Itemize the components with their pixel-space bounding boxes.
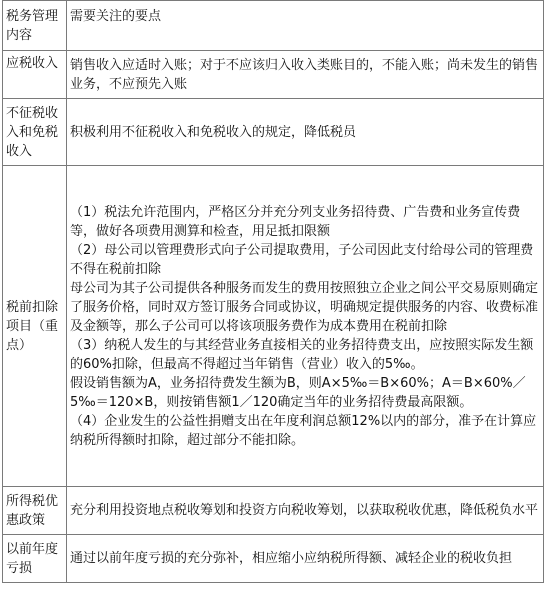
- row-item-cell: 税前扣除项目（重点）: [3, 166, 67, 487]
- table-row: [3, 166, 544, 487]
- row-item-cell: 以前年度亏损: [3, 535, 67, 583]
- row-points-cell: [67, 487, 544, 535]
- header-points-cell: 需要关注的要点: [67, 1, 544, 51]
- header-item-cell: 税务管理内容: [3, 1, 67, 51]
- row-item-cell: 应税收入: [3, 51, 67, 99]
- point-text: 销售收入应适时入账；对于不应该归入收入类账目的，不能入账；尚未发生的销售业务，不应预先入账: [70, 57, 539, 92]
- point-text: 通过以前年度亏损的充分弥补，相应缩小应纳税所得额、减轻企业的税收负担: [70, 551, 513, 566]
- table-row: [3, 99, 544, 166]
- table-row: [3, 51, 544, 99]
- row-item-cell: 所得税优惠政策: [3, 487, 67, 535]
- header-row: [3, 1, 544, 51]
- point-text: （4）企业发生的公益性捐赠支出在年度利润总额12%以内的部分，准予在计算应纳税所得额时扣除，超过部分不能扣除。: [70, 413, 537, 448]
- row-item-cell: 不征税收入和免税收入: [3, 99, 67, 166]
- row-points-cell: [67, 166, 544, 487]
- point-text: 充分利用投资地点税收筹划和投资方向税收筹划，以获取税收优惠，降低税负水平: [70, 503, 539, 518]
- point-text: 积极利用不征税收入和免税收入的规定，降低税员: [70, 124, 357, 140]
- point-text: （2）母公司以管理费形式向子公司提取费用，子公司因此支付给母公司的管理费不得在税前扣除: [70, 242, 534, 277]
- row-points-cell: [67, 99, 544, 166]
- point-text: （3）纳税人发生的与其经营业务直接相关的业务招待费支出，应按照实际发生额的60%扣除，但最高不得超过当年销售（营业）收入的5‰。: [70, 337, 534, 372]
- tax-management-table: [2, 0, 544, 583]
- point-text: 母公司为其子公司提供各种服务而发生的费用按照独立企业之间公平交易原则确定了服务价格，同时双方签订服务合同或协议，明确规定提供服务的内容、收费标准及金额等，那么子公司可以将该项服务费作为成本费用在税前扣除: [70, 280, 539, 334]
- row-points-cell: [67, 535, 544, 583]
- row-points-cell: [67, 51, 544, 99]
- table-row: [3, 487, 544, 535]
- table-row: [3, 535, 544, 583]
- point-text: （1）税法允许范围内，严格区分并充分列支业务招待费、广告费和业务宣传费等，做好各项费用测算和检查，用足抵扣限额: [70, 204, 521, 239]
- point-text: 假设销售额为A，业务招待费发生额为B，则A×5‰＝B×60%；A＝B×60%／5‰＝120×B，则按销售额1／120确定当年的业务招待费最高限额。: [70, 375, 526, 410]
